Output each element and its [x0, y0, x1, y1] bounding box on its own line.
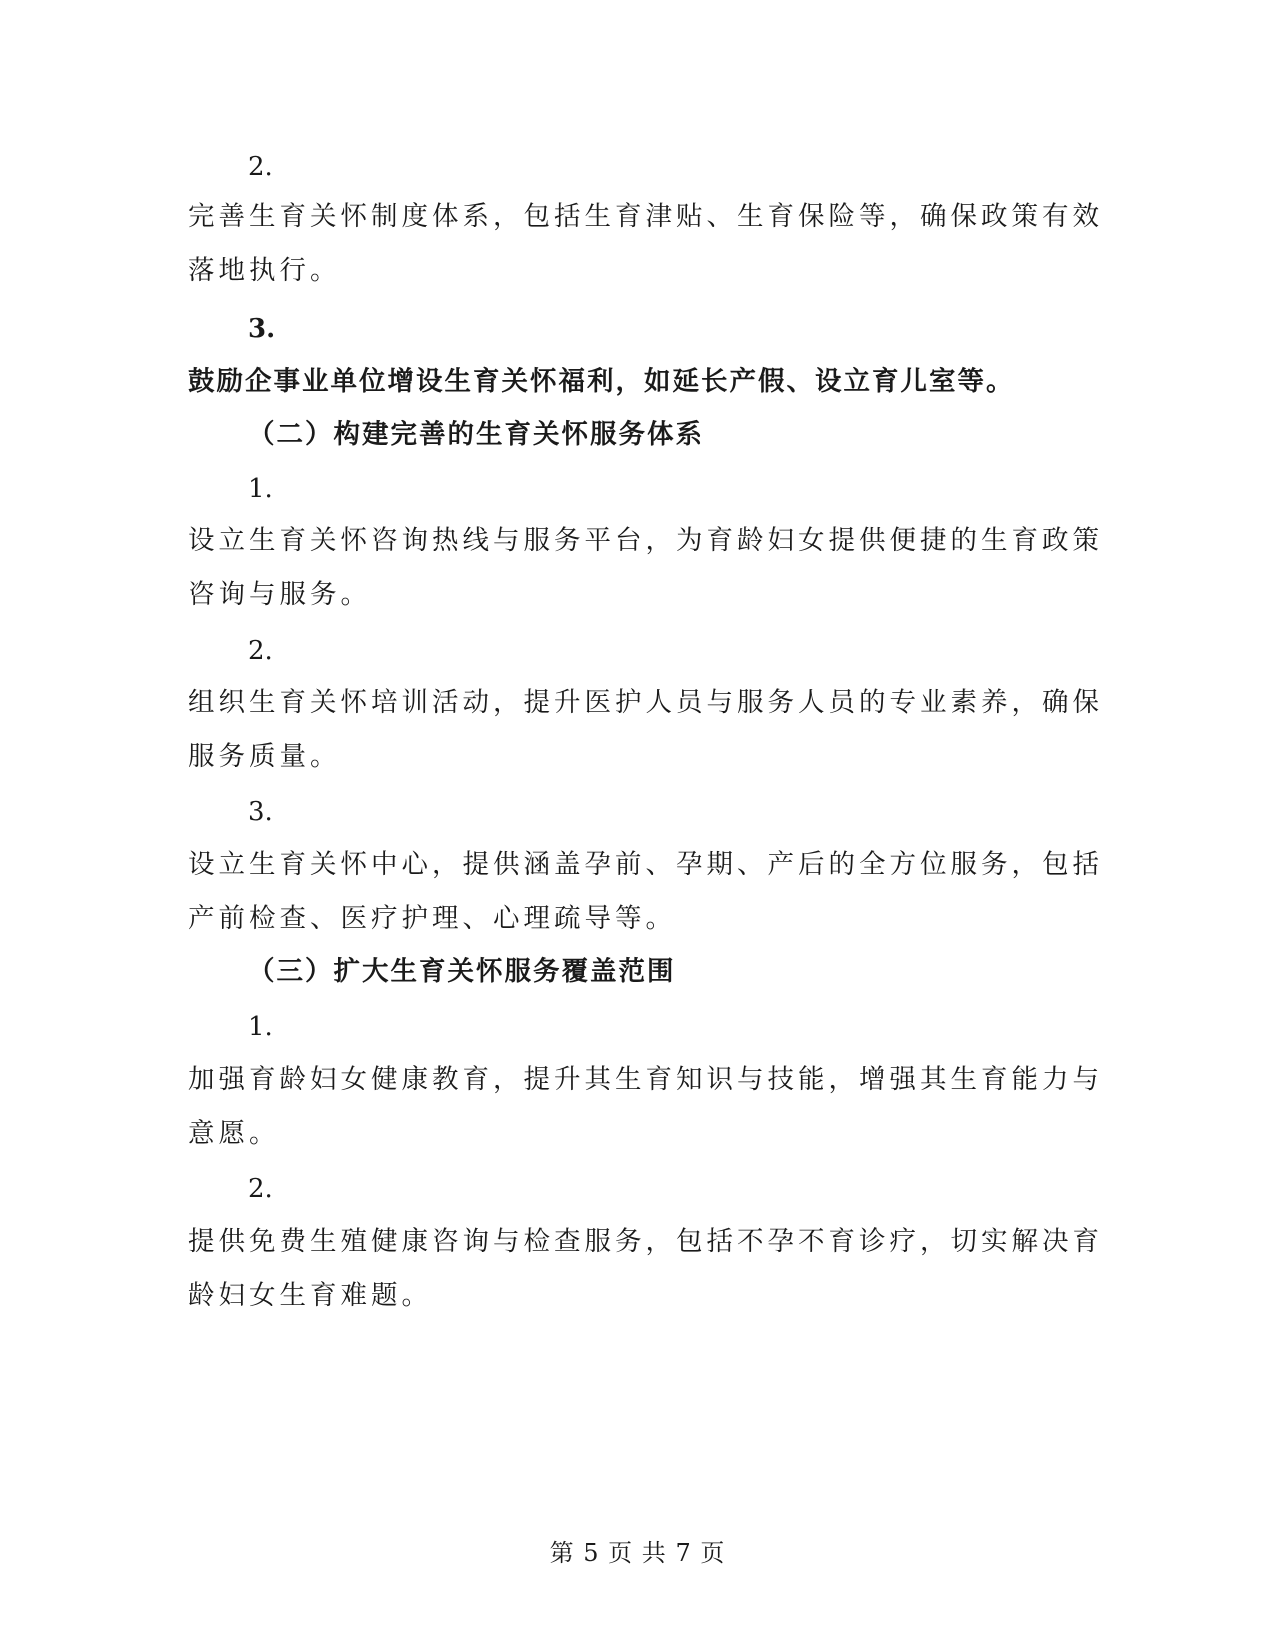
paragraph-line: 提供免费生殖健康咨询与检查服务，包括不孕不育诊疗，切实解决育	[188, 1226, 1103, 1257]
paragraph-line: 产前检查、医疗护理、心理疏导等。	[188, 903, 676, 934]
paragraph-line: 咨询与服务。	[188, 579, 371, 610]
page-number-footer: 第 5 页 共 7 页	[549, 1539, 726, 1567]
item-number: 1.	[248, 1012, 273, 1042]
item-number: 2.	[248, 1174, 273, 1204]
paragraph-line: 加强育龄妇女健康教育，提升其生育知识与技能，增强其生育能力与	[188, 1064, 1103, 1095]
section-heading: （二）构建完善的生育关怀服务体系	[248, 419, 704, 450]
item-number: 3.	[248, 797, 273, 827]
paragraph-line: 设立生育关怀咨询热线与服务平台，为育龄妇女提供便捷的生育政策	[188, 525, 1103, 556]
item-number: 2.	[248, 152, 273, 182]
item-number: 2.	[248, 636, 273, 666]
paragraph-line: 设立生育关怀中心，提供涵盖孕前、孕期、产后的全方位服务，包括	[188, 849, 1103, 880]
paragraph-line: 组织生育关怀培训活动，提升医护人员与服务人员的专业素养，确保	[188, 687, 1103, 718]
paragraph-line: 完善生育关怀制度体系，包括生育津贴、生育保险等，确保政策有效	[188, 201, 1103, 232]
paragraph-line: 落地执行。	[188, 255, 341, 286]
section-heading: （三）扩大生育关怀服务覆盖范围	[248, 956, 676, 987]
paragraph-line: 鼓励企事业单位增设生育关怀福利，如延长产假、设立育儿室等。	[188, 366, 1015, 397]
paragraph-line: 龄妇女生育难题。	[188, 1280, 432, 1311]
item-number: 3.	[248, 314, 276, 344]
item-number: 1.	[248, 474, 273, 504]
paragraph-line: 服务质量。	[188, 741, 341, 772]
paragraph-line: 意愿。	[188, 1118, 280, 1149]
